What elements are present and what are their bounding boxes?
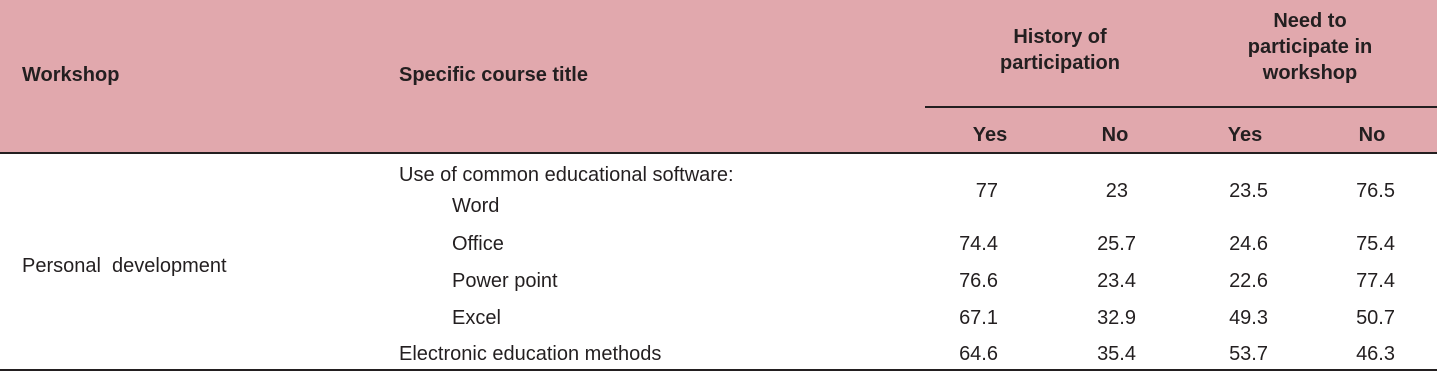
header-group-rule: [925, 106, 1437, 108]
need-no-value: 50.7: [1356, 307, 1395, 329]
course-subtitle: Word: [452, 195, 500, 217]
course-title: Office: [452, 233, 504, 255]
need-no-value: 75.4: [1356, 233, 1395, 255]
history-no-value: 23.4: [1097, 270, 1136, 292]
header-need-line2: participate in: [1247, 36, 1373, 58]
header-history-yes: Yes: [972, 124, 1008, 146]
header-history-line2: participation: [999, 52, 1120, 74]
course-title: Electronic education methods: [399, 343, 662, 365]
need-yes-value: 24.6: [1229, 233, 1268, 255]
bottom-rule: [0, 369, 1437, 371]
header-need-line1: Need to: [1273, 10, 1347, 32]
course-title: Excel: [452, 307, 501, 329]
need-yes-value: 49.3: [1229, 307, 1268, 329]
need-yes-value: 22.6: [1229, 270, 1268, 292]
header-history-no: No: [1101, 124, 1129, 146]
need-no-value: 46.3: [1356, 343, 1395, 365]
history-yes-value: 74.4: [959, 233, 998, 255]
history-no-value: 25.7: [1097, 233, 1136, 255]
history-no-value: 35.4: [1097, 343, 1136, 365]
header-need-to-participate: [1190, 8, 1430, 86]
header-need-yes: Yes: [1227, 124, 1263, 146]
header-need-line3: workshop: [1262, 62, 1358, 84]
need-no-value: 76.5: [1356, 180, 1395, 202]
course-title: Use of common educational software:: [399, 164, 734, 186]
header-history-line1: History of: [1013, 26, 1107, 48]
history-yes-value: 76.6: [959, 270, 998, 292]
history-no-value: 23: [1105, 180, 1128, 202]
history-yes-value: 67.1: [959, 307, 998, 329]
header-rule: [0, 152, 1437, 154]
header-workshop: Workshop: [22, 64, 120, 86]
need-yes-value: 23.5: [1229, 180, 1268, 202]
workshop-name: Personal development: [22, 255, 227, 277]
history-yes-value: 77: [975, 180, 998, 202]
header-course-title: Specific course title: [399, 64, 588, 86]
need-no-value: 77.4: [1356, 270, 1395, 292]
header-need-no: No: [1358, 124, 1386, 146]
course-title: Power point: [452, 270, 558, 292]
history-yes-value: 64.6: [959, 343, 998, 365]
need-yes-value: 53.7: [1229, 343, 1268, 365]
history-no-value: 32.9: [1097, 307, 1136, 329]
header-history-of-participation: [950, 24, 1170, 76]
